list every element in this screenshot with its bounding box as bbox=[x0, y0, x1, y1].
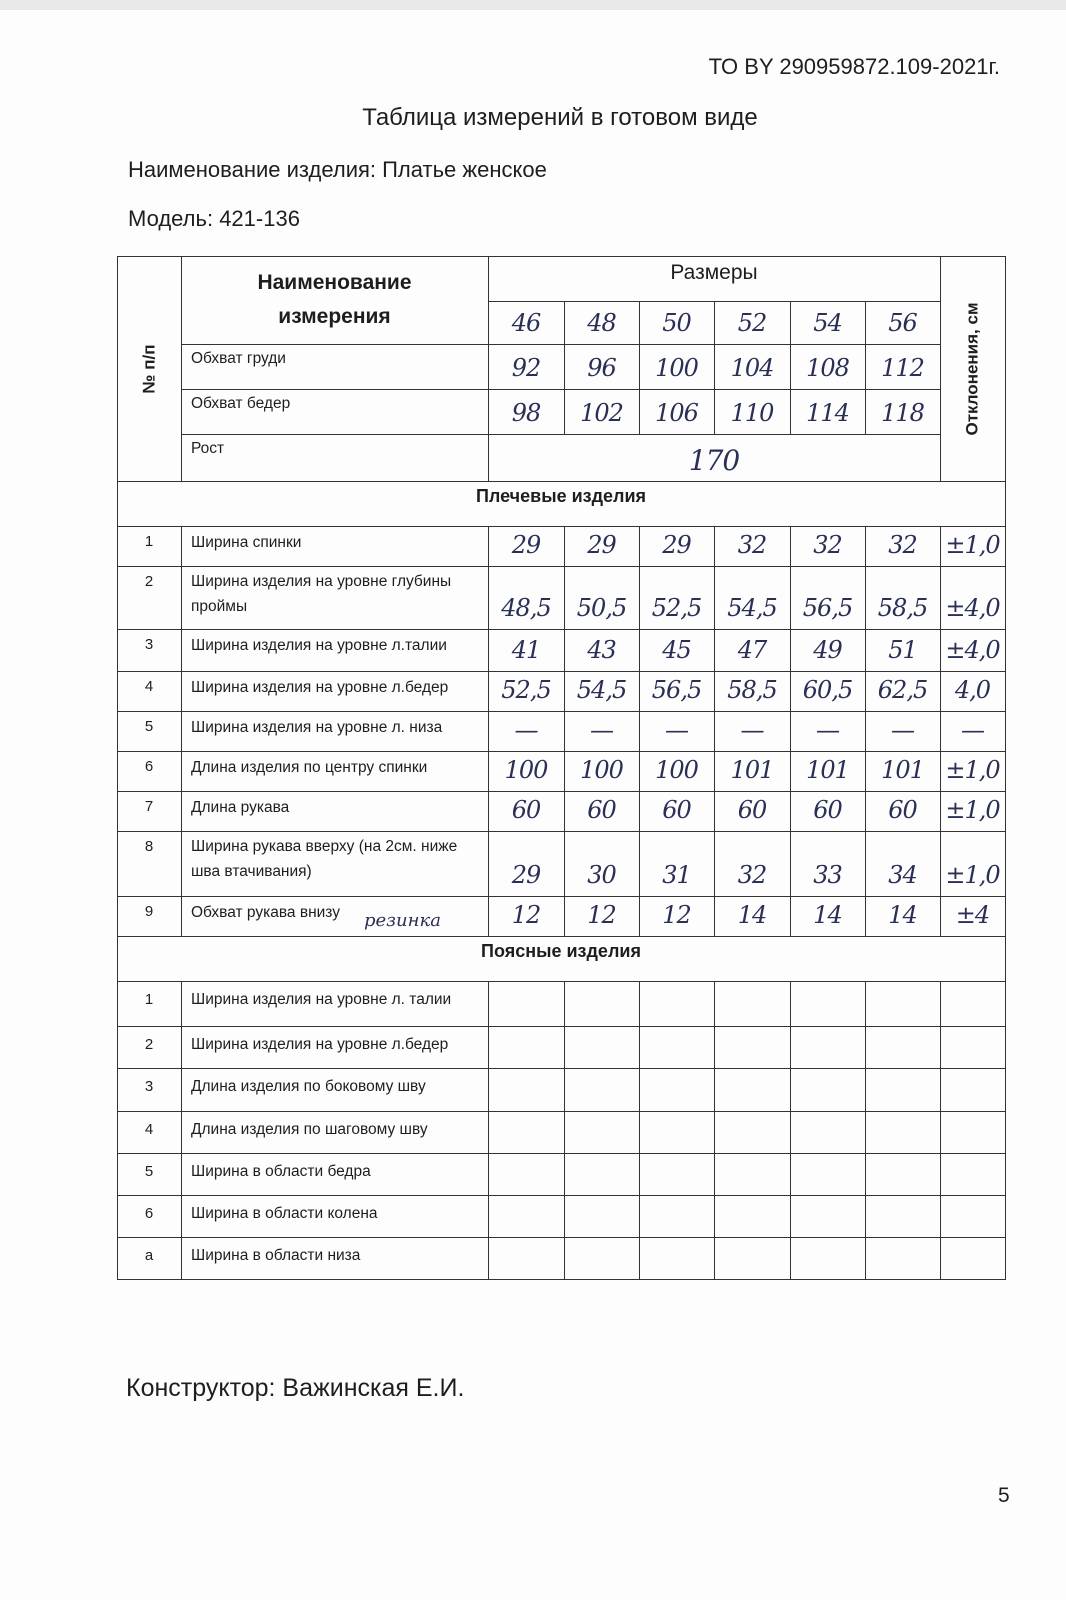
row-number: а bbox=[144, 1247, 154, 1264]
row-label: Ширина в области колена bbox=[191, 1205, 378, 1222]
tolerance-cell: ±4 bbox=[955, 901, 990, 929]
row-number: 3 bbox=[144, 1078, 154, 1095]
value-cell: 29 bbox=[662, 531, 691, 559]
row-label: Ширина в области низа bbox=[191, 1247, 361, 1264]
value-cell: 47 bbox=[737, 636, 767, 664]
value-cell: 62,5 bbox=[877, 676, 928, 704]
constructor-signature: Конструктор: Важинская Е.И. bbox=[126, 1374, 465, 1402]
product-name: Наименование изделия: Платье женское bbox=[128, 157, 547, 182]
value-cell: 29 bbox=[511, 531, 541, 559]
page-number: 5 bbox=[998, 1484, 1010, 1507]
value-cell: 32 bbox=[813, 531, 842, 559]
tolerance-cell: 4,0 bbox=[954, 676, 991, 704]
row-label: Ширина изделия на уровне л. талии bbox=[191, 991, 452, 1008]
value-cell: 29 bbox=[511, 861, 541, 889]
row-label: Длина изделия по шаговому шву bbox=[191, 1121, 428, 1138]
value-cell: 101 bbox=[730, 756, 774, 784]
model-number: Модель: 421-136 bbox=[128, 206, 300, 231]
size-46: 46 bbox=[511, 309, 541, 337]
value-cell: 12 bbox=[511, 901, 541, 929]
value-cell: 56,5 bbox=[651, 676, 702, 704]
row-label: Ширина изделия на уровне л.бедер bbox=[191, 679, 449, 696]
row-label: Ширина в области бедра bbox=[191, 1163, 371, 1180]
value-cell: 12 bbox=[662, 901, 691, 929]
value-cell: — bbox=[514, 716, 538, 744]
value-cell: 114 bbox=[806, 399, 849, 427]
value-cell: 106 bbox=[655, 399, 698, 427]
size-56: 56 bbox=[888, 309, 917, 337]
row-number: 4 bbox=[144, 1121, 154, 1138]
row-label: Длина рукава bbox=[191, 799, 290, 816]
table-rule bbox=[790, 981, 791, 1279]
value-cell: 100 bbox=[655, 354, 698, 382]
tolerance-cell: ±4,0 bbox=[945, 594, 1000, 622]
row-label: Обхват рукава внизу bbox=[191, 904, 340, 921]
row-label: Ширина спинки bbox=[191, 534, 302, 551]
table-rule bbox=[1005, 256, 1006, 1279]
measurements-table bbox=[117, 256, 1028, 1313]
value-cell: — bbox=[665, 716, 688, 744]
table-rule bbox=[564, 981, 565, 1279]
row-number: 6 bbox=[144, 758, 154, 775]
row-label: Длина изделия по центру спинки bbox=[191, 759, 428, 776]
value-cell: 51 bbox=[888, 636, 917, 664]
value-cell: 101 bbox=[881, 756, 924, 784]
table-rule bbox=[940, 256, 941, 481]
base-row-label: Рост bbox=[191, 440, 225, 457]
size-54: 54 bbox=[813, 309, 842, 337]
row-label: Ширина изделия на уровне л.талии bbox=[191, 637, 447, 654]
value-cell: 60 bbox=[888, 796, 917, 824]
table-rule bbox=[865, 981, 866, 1279]
table-rule bbox=[488, 981, 489, 1279]
page-title: Таблица измерений в готовом виде bbox=[362, 104, 758, 131]
value-cell: 56,5 bbox=[802, 594, 853, 622]
value-cell: 60 bbox=[511, 796, 541, 824]
tolerance-cell: ±1,0 bbox=[945, 861, 1000, 889]
value-cell: 32 bbox=[888, 531, 917, 559]
row-number: 4 bbox=[144, 678, 154, 695]
value-cell: 14 bbox=[737, 901, 767, 929]
tolerance-cell: ±4,0 bbox=[945, 636, 1000, 664]
value-cell: 30 bbox=[587, 861, 616, 889]
value-cell: 14 bbox=[813, 901, 842, 929]
value-cell: 49 bbox=[813, 636, 842, 664]
value-cell: 100 bbox=[504, 756, 548, 784]
value-cell: 60 bbox=[587, 796, 616, 824]
value-cell: 58,5 bbox=[727, 676, 777, 704]
size-48: 48 bbox=[587, 309, 616, 337]
value-cell: 100 bbox=[580, 756, 623, 784]
size-52: 52 bbox=[737, 309, 767, 337]
value-cell: 41 bbox=[511, 636, 541, 664]
value-cell: 50,5 bbox=[576, 594, 627, 622]
value-cell: 12 bbox=[587, 901, 616, 929]
header-measurement-name: Наименование измерения bbox=[257, 271, 412, 328]
value-cell: 60 bbox=[662, 796, 691, 824]
header-sizes: Размеры bbox=[670, 261, 758, 284]
row-number: 6 bbox=[144, 1205, 154, 1222]
value-cell: 48,5 bbox=[501, 594, 551, 622]
value-cell: 32 bbox=[737, 531, 767, 559]
document-code: ТО BY 290959872.109-2021г. bbox=[708, 54, 1000, 79]
row-label: Ширина изделия на уровне глубины проймы bbox=[191, 573, 452, 615]
value-cell: 60 bbox=[813, 796, 842, 824]
value-cell: 29 bbox=[587, 531, 616, 559]
row-label: Длина изделия по боковому шву bbox=[191, 1078, 426, 1095]
value-cell: 92 bbox=[511, 354, 541, 382]
value-cell: 60 bbox=[737, 796, 767, 824]
value-cell: — bbox=[590, 716, 613, 744]
value-cell: 52,5 bbox=[501, 676, 551, 704]
value-cell: 54,5 bbox=[576, 676, 627, 704]
scan-edge bbox=[0, 0, 1066, 10]
row-number: 8 bbox=[144, 838, 154, 855]
table-rule bbox=[940, 981, 941, 1279]
tolerance-cell: ±1,0 bbox=[945, 756, 1000, 784]
value-cell: 104 bbox=[730, 354, 774, 382]
value-cell: 52,5 bbox=[651, 594, 702, 622]
row-number: 7 bbox=[144, 798, 154, 815]
table-rule bbox=[714, 981, 715, 1279]
base-row-label: Обхват бедер bbox=[191, 395, 291, 412]
row-label: Ширина изделия на уровне л.бедер bbox=[191, 1036, 449, 1053]
value-cell: 34 bbox=[888, 861, 917, 889]
value-cell: 98 bbox=[511, 399, 541, 427]
size-50: 50 bbox=[662, 309, 691, 337]
value-cell: — bbox=[740, 716, 764, 744]
value-cell: 118 bbox=[881, 399, 924, 427]
base-row-label: Обхват груди bbox=[191, 350, 286, 367]
row-number: 5 bbox=[144, 1163, 154, 1180]
value-cell: 45 bbox=[662, 636, 691, 664]
row-label: Ширина рукава вверху (на 2см. ниже шва втачивания) bbox=[191, 838, 458, 880]
value-cell: 96 bbox=[587, 354, 616, 382]
value-cell: 58,5 bbox=[877, 594, 928, 622]
row-number: 2 bbox=[144, 1036, 154, 1053]
value-cell: 43 bbox=[587, 636, 616, 664]
value-cell: 112 bbox=[881, 354, 924, 382]
header-number-cell: № п/п bbox=[139, 344, 158, 393]
header-tolerance: Отклонения, см bbox=[962, 301, 982, 436]
value-cell: 60,5 bbox=[802, 676, 853, 704]
tolerance-cell: — bbox=[961, 716, 984, 744]
value-cell: 14 bbox=[888, 901, 917, 929]
value-cell: 110 bbox=[730, 399, 774, 427]
section-title-shoulder: Плечевые изделия bbox=[475, 486, 647, 506]
table-rule bbox=[639, 981, 640, 1279]
row-number: 5 bbox=[144, 718, 154, 735]
row-number: 1 bbox=[144, 991, 154, 1008]
table-rule bbox=[117, 1279, 1006, 1280]
value-cell: 102 bbox=[580, 399, 623, 427]
value-cell: 108 bbox=[806, 354, 849, 382]
handwritten-note: резинка bbox=[364, 910, 441, 931]
value-cell: 33 bbox=[813, 861, 842, 889]
value-cell: 100 bbox=[655, 756, 698, 784]
row-label: Ширина изделия на уровне л. низа bbox=[191, 719, 443, 736]
value-cell: 101 bbox=[806, 756, 849, 784]
value-cell: — bbox=[891, 716, 914, 744]
value-cell: 32 bbox=[737, 861, 767, 889]
value-cell: 31 bbox=[662, 861, 691, 889]
table-rule bbox=[117, 256, 1006, 257]
tolerance-cell: ±1,0 bbox=[945, 531, 1000, 559]
row-number: 2 bbox=[144, 573, 154, 590]
value-cell: 54,5 bbox=[727, 594, 777, 622]
value-cell: — bbox=[816, 716, 839, 744]
tolerance-cell: ±1,0 bbox=[945, 796, 1000, 824]
row-number: 1 bbox=[144, 533, 154, 550]
row-number: 3 bbox=[144, 636, 154, 653]
section-title-waist: Поясные изделия bbox=[481, 941, 641, 961]
row-number: 9 bbox=[144, 903, 154, 920]
height-value: 170 bbox=[688, 444, 740, 477]
